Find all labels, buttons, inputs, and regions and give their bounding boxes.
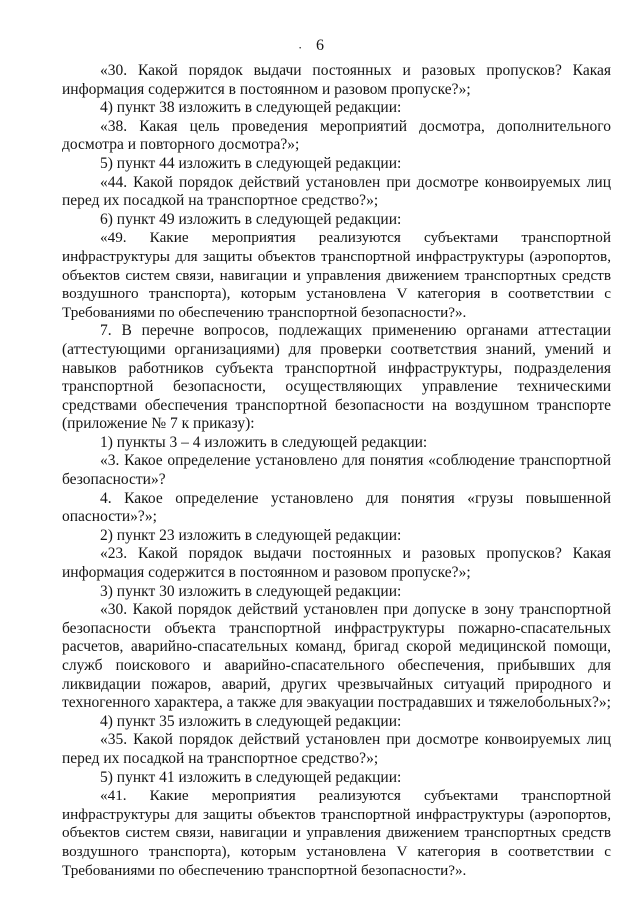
paragraph-quote-35: «35. Какой порядок действий установлен при досмотре конвоируемых лиц перед их посадкой на транспортное средство?»; — [62, 731, 611, 767]
paragraph-quote-44: «44. Какой порядок действий установлен при досмотре конвоируемых лиц перед их посадкой на транспортное средство?»; — [62, 173, 611, 210]
paragraph-item-2-23: 2) пункт 23 изложить в следующей редакции: — [100, 526, 402, 544]
document-body — [62, 62, 611, 880]
paragraph-quote-4: 4. Какое определение установлено для понятия «грузы повышенной опасности»?»; — [62, 489, 611, 526]
paragraph-section-7: 7. В перечне вопросов, подлежащих применению органами аттестации (аттестующими организациями) для проверки соответствия знаний, умений и навыков работников субъекта транспортной инфраструктуры, подразделения транспортной безопасности, осуществляющих управление техническими средствами обеспечения транспортной безопасности на воздушном транспорте (приложение № 7 к приказу): — [62, 322, 611, 433]
paragraph-quote-41: «41. Какие мероприятия реализуются субъектами транспортной инфраструктуры для защиты объектов транспортной инфраструктуры (аэропортов, объектов систем связи, навигации и управления движением транспортных средств воздушного транспорта), которым установлена V категория в соответствии с Требованиями по обеспечению транспортной безопасности?». — [62, 787, 611, 879]
paragraph-item-5-44: 5) пункт 44 изложить в следующей редакции: — [100, 154, 402, 172]
paragraph-quote-3: «3. Какое определение установлено для понятия «соблюдение транспортной безопасности»? — [62, 452, 611, 489]
paragraph-item-3-30: 3) пункт 30 изложить в следующей редакции: — [100, 582, 402, 600]
paragraph-item-5-41: 5) пункт 41 изложить в следующей редакции: — [100, 768, 402, 786]
paragraph-quote-38: «38. Какая цель проведения мероприятий досмотра, дополнительного досмотра и повторного досмотра?»; — [62, 117, 611, 154]
stray-mark: · — [298, 40, 303, 55]
paragraph-quote-23: «23. Какой порядок выдачи постоянных и разовых пропусков? Какая информация содержится в постоянном и разовом пропуске?»; — [62, 545, 611, 582]
paragraph-item-4-38: 4) пункт 38 изложить в следующей редакции: — [100, 99, 402, 117]
paragraph-item-6-49: 6) пункт 49 изложить в следующей редакции: — [100, 210, 402, 228]
paragraph-quote-49: «49. Какие мероприятия реализуются субъектами транспортной инфраструктуры для защиты объектов транспортной инфраструктуры (аэропортов, объектов систем связи, навигации и управления движением транспортных средств воздушного транспорта), которым установлена V категория в соответствии с Требованиями по обеспечению транспортной безопасности?». — [62, 229, 611, 321]
paragraph-quote-30: «30. Какой порядок выдачи постоянных и разовых пропусков? Какая информация содержится в постоянном и разовом пропуске?»; — [62, 62, 611, 98]
page-number: 6 — [316, 37, 324, 54]
paragraph-item-4-35: 4) пункт 35 изложить в следующей редакции: — [100, 712, 402, 730]
paragraph-quote-30b: «30. Какой порядок действий установлен при допуске в зону транспортной безопасности объекта транспортной инфраструктуры пожарно-спасательных расчетов, аварийно-спасательных команд, бригад скорой медицинской помощи, служб поискового и аварийно-спасательного обеспечения, прибывших для ликвидации пожаров, аварий, других чрезвычайных ситуаций природного и техногенного характера, а также для эвакуации пострадавших и тяжелобольных?»; — [62, 601, 611, 712]
paragraph-item-1-3-4: 1) пункты 3 – 4 изложить в следующей редакции: — [100, 433, 428, 451]
